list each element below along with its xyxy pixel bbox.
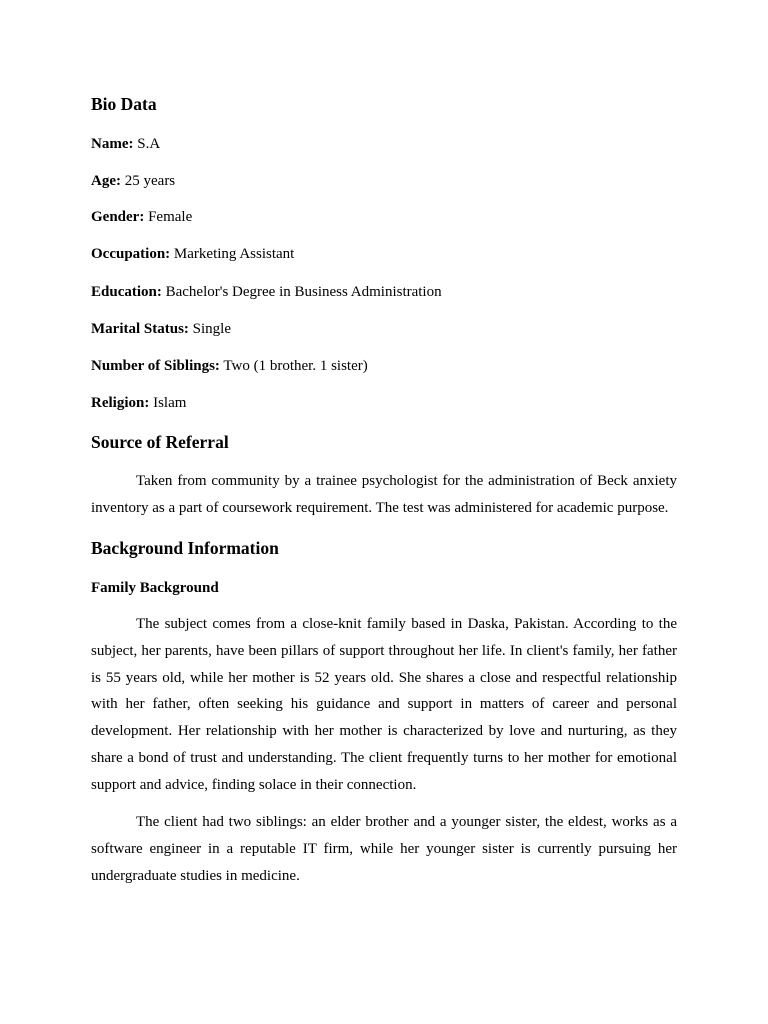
referral-paragraph: Taken from community by a trainee psychologist for the administration of Beck anxiety inventory as a part of coursework requirement. The test was administered for academic purpose. — [91, 473, 677, 516]
field-label: Age: — [91, 173, 121, 189]
bio-data-heading: Bio Data — [91, 94, 157, 114]
referral-heading: Source of Referral — [91, 432, 229, 452]
family-paragraph-2: The client had two siblings: an elder brother and a younger sister, the eldest, works as a software engineer in a reputable IT firm, while her younger sister is currently pursuing her undergraduate studies in medicine. — [91, 814, 677, 884]
field-value: Marketing Assistant — [173, 246, 295, 262]
field-religion — [91, 393, 186, 413]
field-age — [91, 171, 175, 191]
field-value: Two (1 brother. 1 sister) — [223, 358, 368, 374]
field-value: Islam — [153, 395, 187, 411]
field-label: Marital Status: — [91, 321, 189, 337]
field-education — [91, 282, 442, 302]
field-marital-status — [91, 319, 231, 339]
field-occupation — [91, 244, 294, 264]
field-label: Religion: — [91, 395, 150, 411]
field-label: Occupation: — [91, 246, 171, 262]
field-label: Number of Siblings: — [91, 358, 220, 374]
family-background-heading: Family Background — [91, 580, 219, 596]
field-label: Gender: — [91, 209, 145, 225]
field-value: Bachelor's Degree in Business Administration — [165, 284, 442, 300]
field-label: Education: — [91, 284, 162, 300]
field-value: Female — [148, 209, 193, 225]
family-paragraph-1: The subject comes from a close-knit family based in Daska, Pakistan. According to the subject, her parents, have been pillars of support throughout her life. In client's family, her father is 55 years old, while her mother is 52 years old. She shares a close and respectful relationship with her father, often seeking his guidance and support in matters of career and personal development. Her relationship with her mother is characterized by love and nurturing, as they share a bond of trust and understanding. The client frequently turns to her mother for emotional support and advice, finding solace in their connection. — [91, 616, 677, 793]
field-name — [91, 134, 160, 154]
field-value: 25 years — [124, 173, 176, 189]
field-value: Single — [192, 321, 231, 337]
field-label: Name: — [91, 136, 134, 152]
background-heading: Background Information — [91, 538, 279, 558]
field-value: S.A — [137, 136, 161, 152]
field-gender — [91, 207, 192, 227]
field-siblings — [91, 356, 368, 376]
